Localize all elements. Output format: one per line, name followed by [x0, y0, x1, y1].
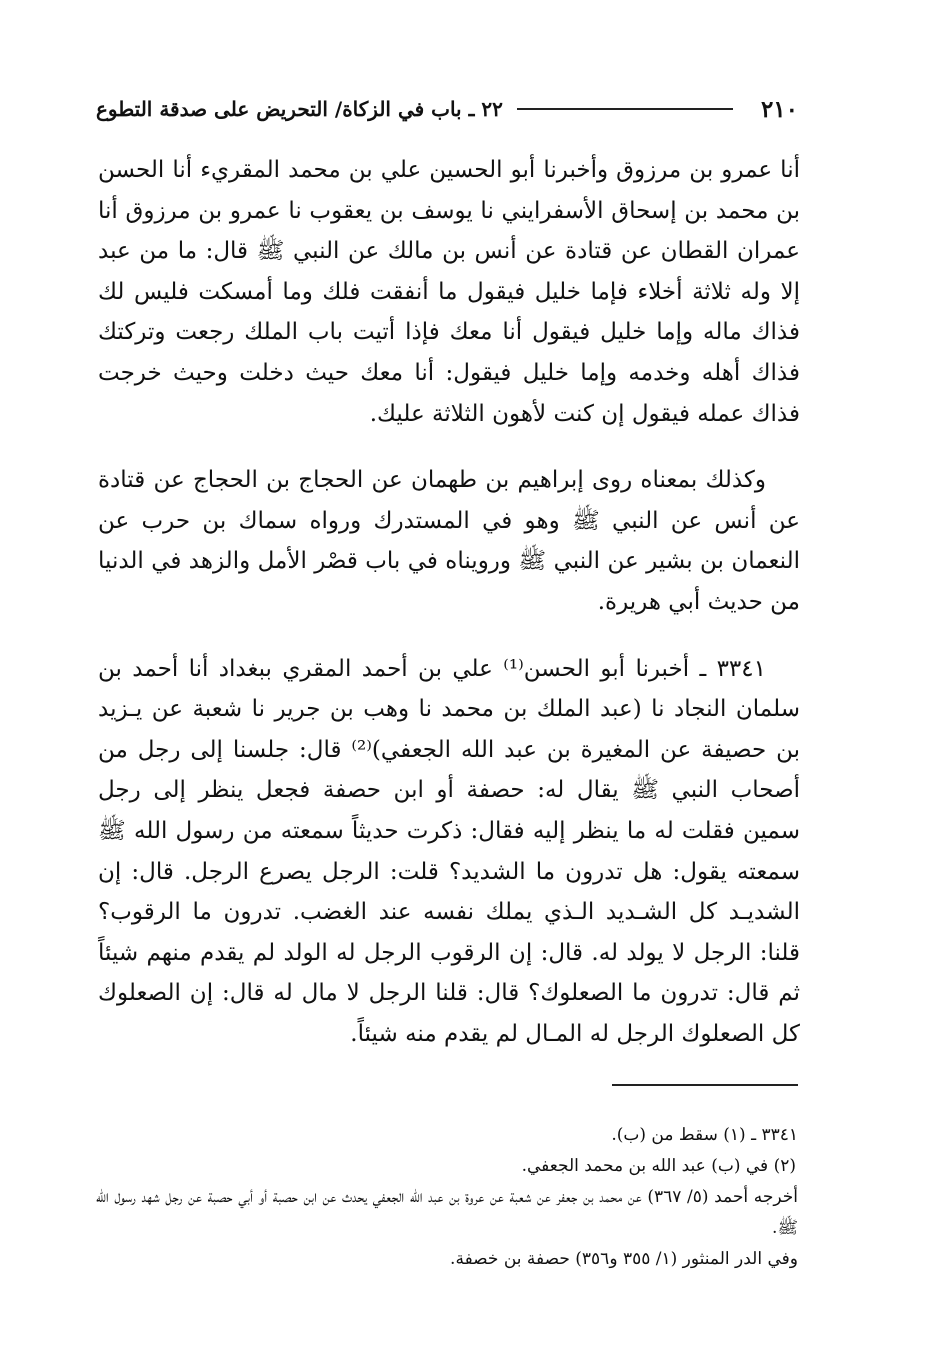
footnote-2: (٢) في (ب) عبد الله بن محمد الجعفي.: [521, 1156, 796, 1176]
main-text: [98, 150, 800, 1054]
footnote-1: ٣٣٤١ ـ (١) سقط من (ب).: [611, 1125, 798, 1145]
footnote-separator: [612, 1084, 798, 1086]
paragraph-commentary: وكذلك بمعناه روى إبراهيم بن طهمان عن الحجاج بن الحجاج عن قتادة عن أنس عن النبي ﷺ وهو في المستدرك ورواه سماك بن حرب عن النعمان بن بشير عن النبي ﷺ ورويناه في باب قصْر الأمل والزهد في الدنيا من حديث أبي هريرة.: [98, 467, 800, 615]
header-rule: [517, 108, 733, 110]
footnote-3: أخرجه أحمد (٥/ ٣٦٧) عن محمد بن جعفر عن شعبة عن عروة بن عبد الله الجعفي يحدث عن ابن حصبة أو أبي حصبة عن رجل شهد رسول الله ﷺ.: [96, 1187, 798, 1238]
running-title: ٢٢ ـ باب في الزكاة/ التحريض على صدقة التطوع: [96, 97, 503, 121]
running-header: [96, 92, 798, 126]
page-number: ٢١٠: [760, 95, 798, 123]
footnote-4: وفي الدر المنثور (١/ ٣٥٥ و٣٥٦) حصفة بن خصفة.: [450, 1249, 798, 1269]
paragraph-continuation: أنا عمرو بن مرزوق وأخبرنا أبو الحسين علي بن محمد المقريء أنا الحسن بن محمد بن إسحاق الأسفرايني نا يوسف بن يعقوب نا عمرو بن مرزوق أنا عمران القطان عن قتادة عن أنس بن مالك عن النبي ﷺ قال: ما من عبد إلا وله ثلاثة أخلاء فإما خليل فيقول ما أنفقت فلك وما أمسكت فليس لك فذاك ماله وإما خليل فيقول أنا معك فإذا أتيت باب الملك رجعت وتركتك فذاك أهله وخدمه وإما خليل فيقول: أنا معك حيث دخلت وحيث خرجت فذاك عمله فيقول إن كنت لأهون الثلاثة عليك.: [98, 157, 800, 427]
footnotes: [96, 1120, 798, 1275]
paragraph-hadith-3341: ٣٣٤١ ـ أخبرنا أبو الحسن⁽¹⁾ علي بن أحمد المقري ببغداد أنا أحمد بن سلمان النجاد نا (عبد الملك بن محمد نا وهب بن جرير نا شعبة عن يـزيد بن حصيفة عن المغيرة بن عبد الله الجعفي)⁽²⁾ قال: جلسنا إلى رجل من أصحاب النبي ﷺ يقال له: حصفة أو ابن حصفة فجعل ينظر إلى رجل سمين فقلت له ما ينظر إليه فقال: ذكرت حديثاً سمعته من رسول الله ﷺ سمعته يقول: هل تدرون ما الشديد؟ قلت: الرجل يصرع الرجل. قال: إن الشديـد كل الشـديد الـذي يملك نفسه عند الغضب. تدرون ما الرقوب؟ قلنا: الرجل لا يولد له. قال: إن الرقوب الرجل له الولد لم يقدم منهم شيئاً ثم قال: تدرون ما الصعلوك؟ قال: قلنا الرجل لا مال له قال: إن الصعلوك كل الصعلوك الرجل له المـال لم يقدم منه شيئاً.: [98, 655, 800, 1047]
